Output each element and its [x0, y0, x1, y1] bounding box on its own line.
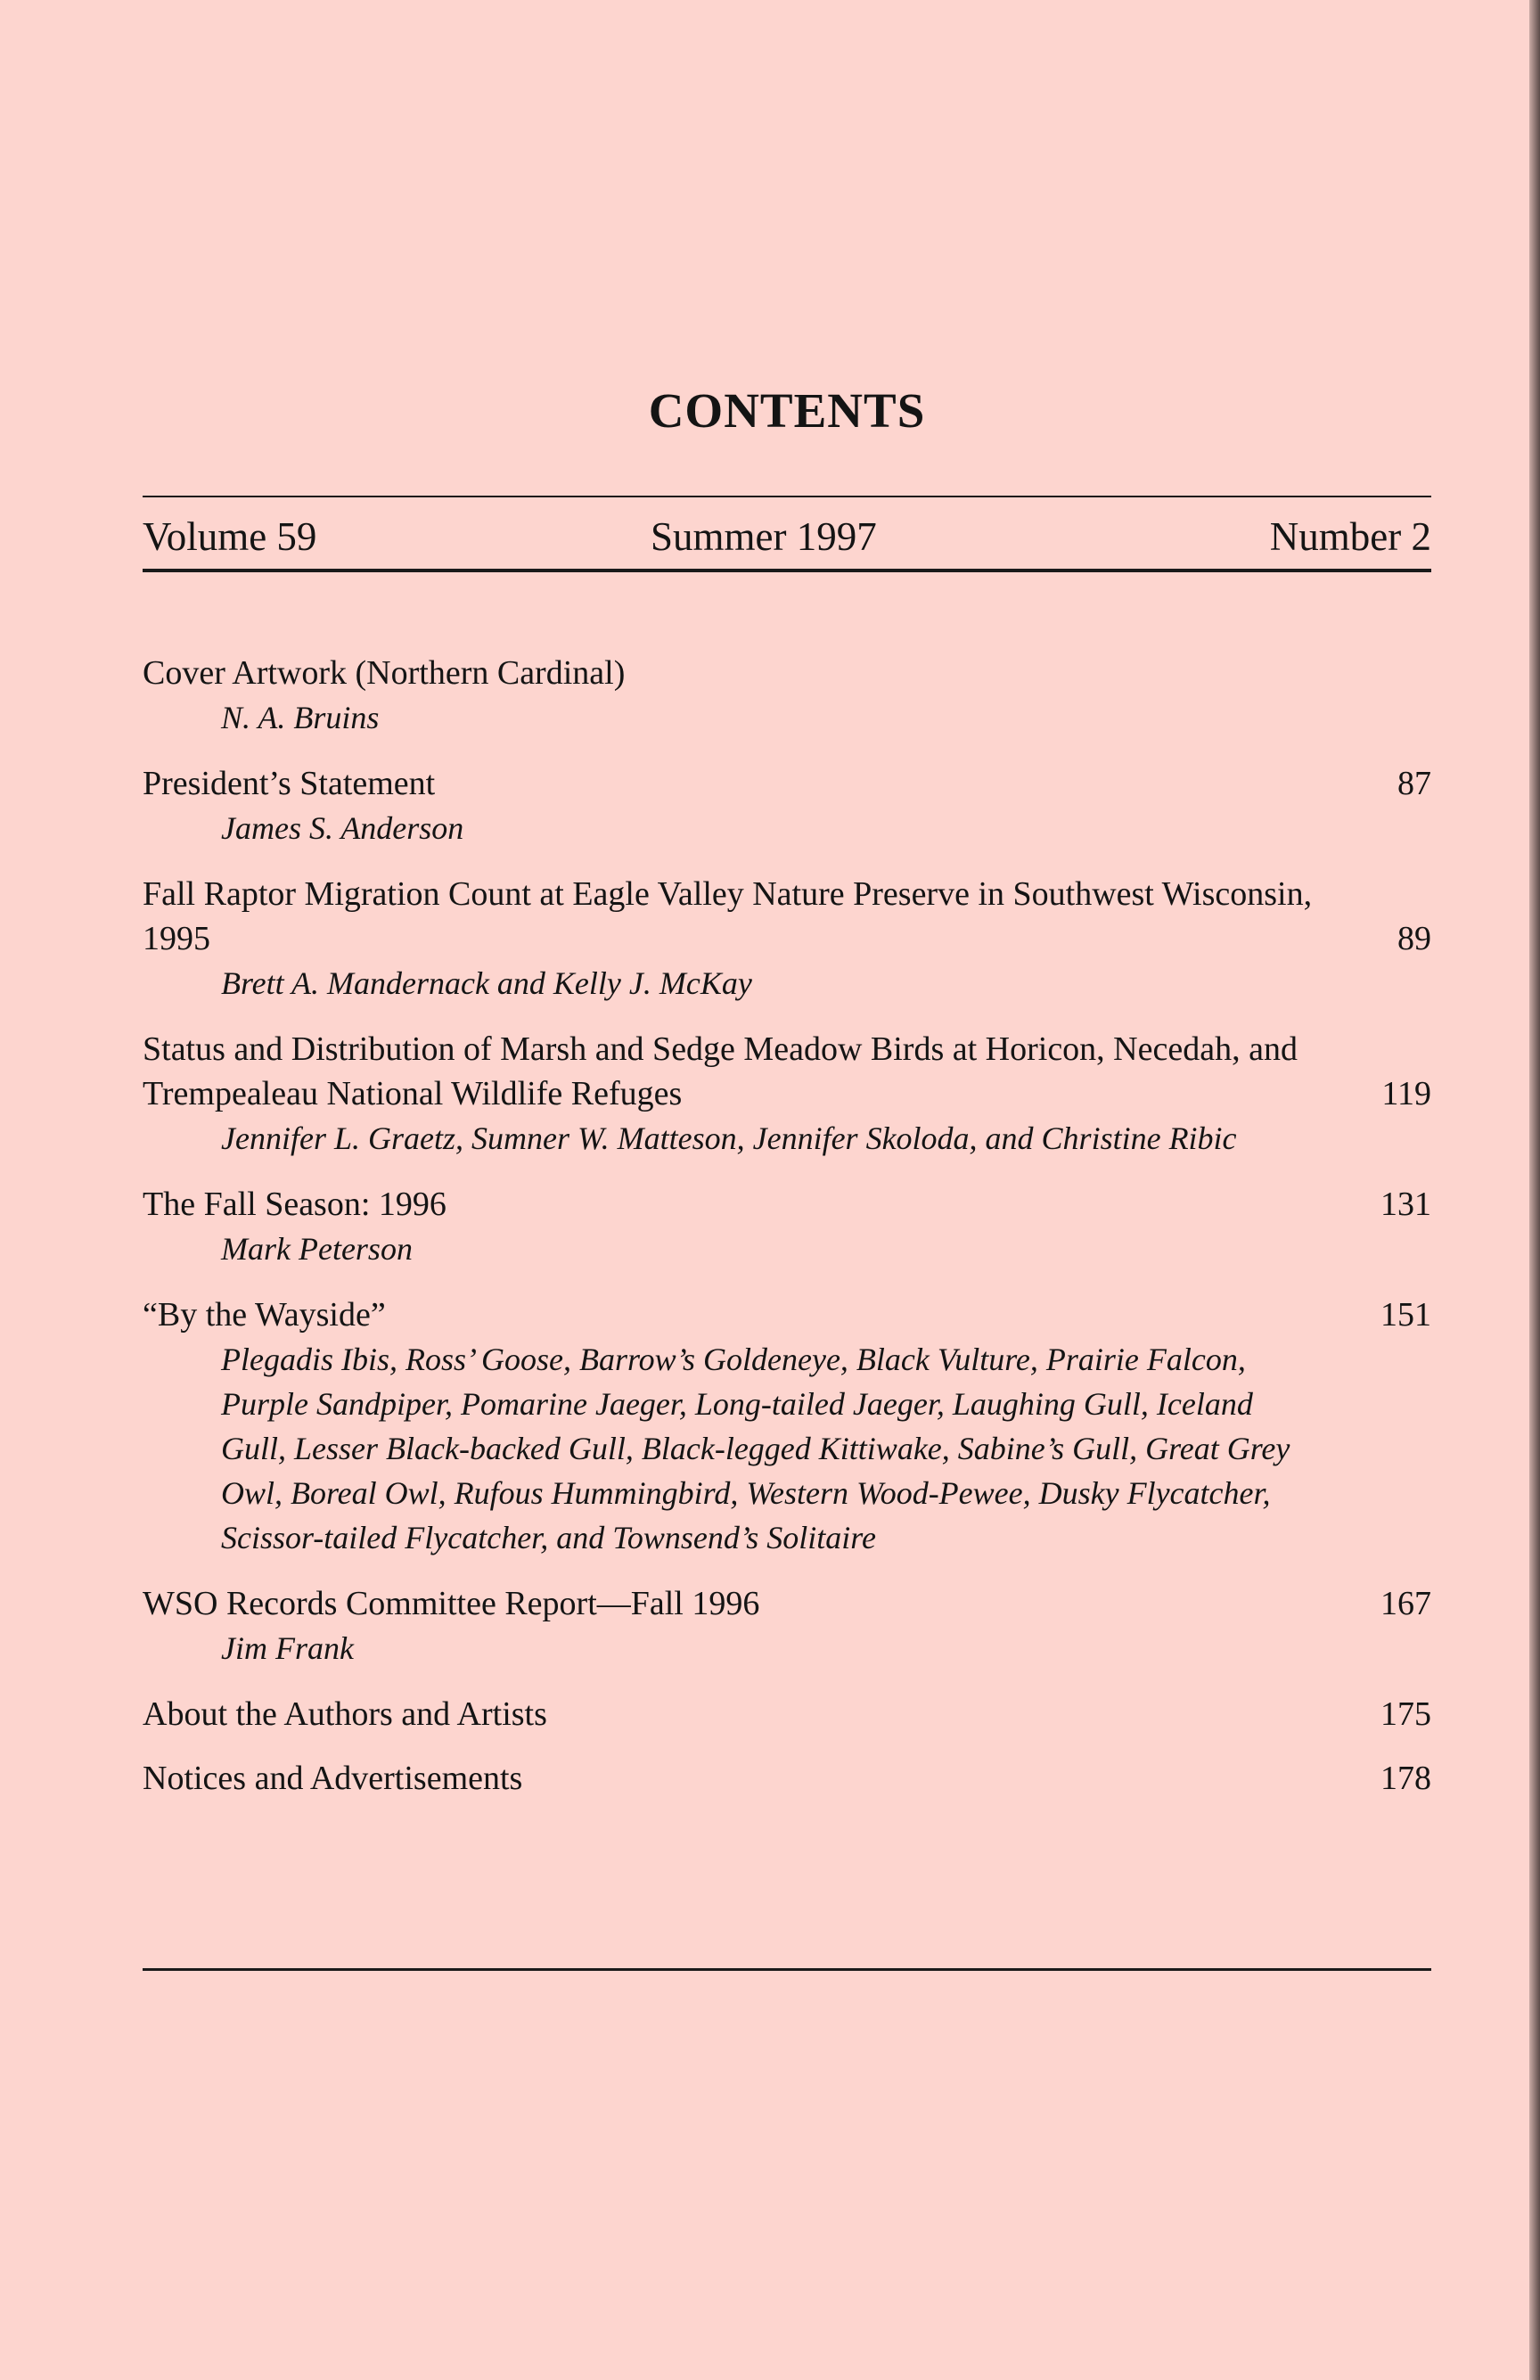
- entry-page-number: 89: [1397, 920, 1431, 957]
- entry-title: Cover Artwork (Northern Cardinal): [143, 654, 626, 692]
- toc-entry-marsh-birds: [143, 1027, 1431, 1161]
- entry-author: Brett A. Mandernack and Kelly J. McKay: [221, 965, 752, 1001]
- bottom-rule: [143, 1968, 1431, 1971]
- entry-title: WSO Records Committee Report—Fall 1996: [143, 1585, 760, 1622]
- page-title: CONTENTS: [648, 383, 926, 438]
- entry-page-number: 175: [1380, 1695, 1431, 1733]
- entry-author: James S. Anderson: [221, 810, 464, 846]
- entry-title: Status and Distribution of Marsh and Sedge Meadow Birds at Horicon, Necedah, and Trempealeau National Wildlife Refuges: [143, 1030, 1298, 1112]
- toc-entry-fall-season: [143, 1182, 1431, 1271]
- toc-entry-notices: [143, 1756, 1431, 1801]
- entry-page-number: 131: [1380, 1186, 1431, 1223]
- entry-page-number: 178: [1380, 1760, 1431, 1797]
- toc-entry-records-committee: [143, 1581, 1431, 1670]
- table-of-contents: [143, 651, 1431, 1801]
- toc-entry-by-the-wayside: [143, 1293, 1431, 1560]
- entry-page-number: 151: [1380, 1296, 1431, 1334]
- top-rule: [143, 496, 1431, 497]
- entry-title: Notices and Advertisements: [143, 1760, 523, 1797]
- entry-author: Jennifer L. Graetz, Sumner W. Matteson, Jennifer Skoloda, and Christine Ribic: [221, 1120, 1237, 1156]
- entry-title: About the Authors and Artists: [143, 1695, 547, 1733]
- issue-number: Number 2: [1269, 514, 1431, 559]
- entry-page-number: 167: [1380, 1585, 1431, 1622]
- entry-author: N. A. Bruins: [221, 700, 380, 735]
- issue-season: Summer 1997: [651, 514, 877, 559]
- toc-entry-cover-artwork: [143, 651, 1431, 740]
- issue-info: [143, 514, 1431, 559]
- entry-title: The Fall Season: 1996: [143, 1186, 446, 1223]
- entry-author: Mark Peterson: [221, 1231, 413, 1267]
- toc-entry-presidents-statement: [143, 761, 1431, 850]
- page-edge: [1529, 0, 1540, 2380]
- issue-volume: Volume 59: [143, 514, 317, 559]
- entry-page-number: 87: [1397, 765, 1431, 802]
- toc-entry-raptor-migration: [143, 872, 1431, 1005]
- entry-author: Plegadis Ibis, Ross’ Goose, Barrow’s Goldeneye, Black Vulture, Prairie Falcon, Purple Sandpiper, Pomarine Jaeger, Long-tailed Jaeger, Laughing Gull, Iceland Gull, Lesser Black-backed Gull, Black-legged Kittiwake, Sabine’s Gull, Great Grey Owl, Boreal Owl, Rufous Hummingbird, Western Wood-Pewee, Dusky Flycatcher, Scissor-tailed Flycatcher, and Townsend’s Solitaire: [221, 1342, 1290, 1555]
- entry-title: “By the Wayside”: [143, 1296, 386, 1334]
- entry-page-number: 119: [1381, 1075, 1431, 1112]
- header-rule: [143, 569, 1431, 572]
- toc-entry-about-authors: [143, 1692, 1431, 1736]
- entry-title: Fall Raptor Migration Count at Eagle Valley Nature Preserve in Southwest Wisconsin, 1995: [143, 875, 1313, 957]
- entry-title: President’s Statement: [143, 765, 436, 802]
- entry-author: Jim Frank: [221, 1630, 354, 1666]
